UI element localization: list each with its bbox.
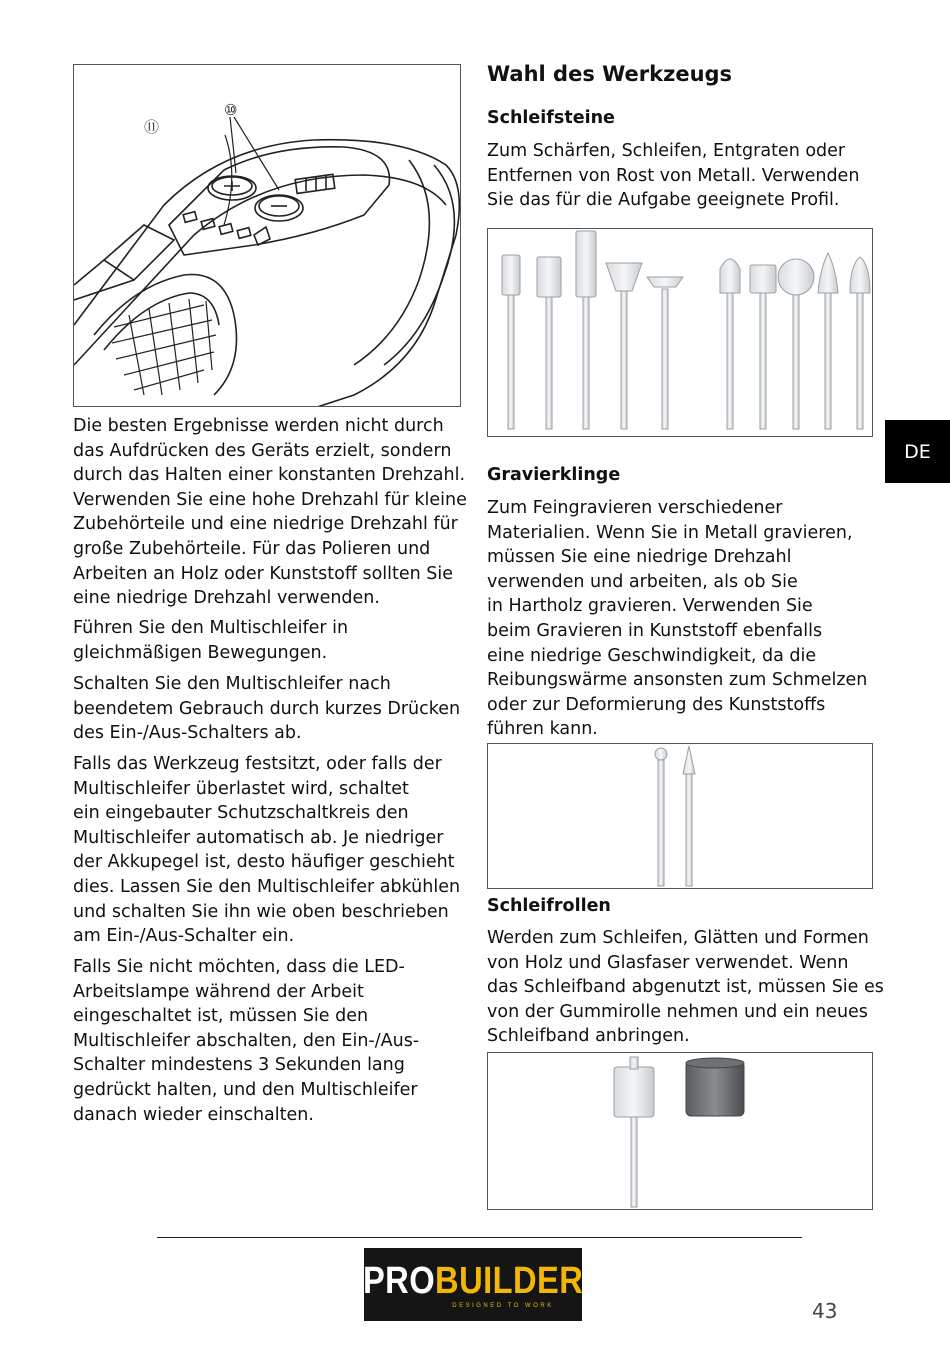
grinding-stones-illustration — [487, 228, 873, 437]
paragraph-switch-off: Schalten Sie den Multischleifer nach beendetem Gebrauch durch kurzes Drücken des Ein-/Aus-Schalters ab. — [73, 674, 461, 744]
logo-wordmark: PROBUILDER — [362, 1259, 584, 1302]
paragraph-speed-advice: Die besten Ergebnisse werden nicht durch das Aufdrücken des Geräts erzielt, sondern durch das Halten einer konstanten Drehzahl. Verwenden Sie eine hohe Drehzahl für kleine Zubehörteile und eine niedrige Drehzahl für große Zubehörteile. Für das Polieren und Arbeiten an Holz oder Kunststoff sollten Sie eine niedrige Drehzahl verwenden. — [73, 416, 467, 609]
probuilder-logo — [364, 1248, 582, 1321]
heading-gravierklinge: Gravierklinge — [487, 465, 621, 485]
section-title: Wahl des Werkzeugs — [487, 62, 733, 86]
paragraph-movement: Führen Sie den Multischleifer in gleichmäßigen Bewegungen. — [73, 618, 349, 663]
callout-11: ⑪ — [144, 118, 160, 136]
logo-tagline: DESIGNED TO WORK — [452, 1302, 554, 1309]
heading-schleifsteine: Schleifsteine — [487, 108, 615, 128]
engraving-bits-illustration — [487, 743, 873, 889]
language-tab: DE — [885, 420, 950, 483]
tool-switch-illustration — [73, 64, 461, 407]
footer-divider — [157, 1237, 802, 1238]
paragraph-schleifrollen: Werden zum Schleifen, Glätten und Formen von Holz und Glasfaser verwendet. Wenn das Schleifband abgenutzt ist, müssen Sie es von der Gummirolle nehmen und ein neues Schleifband anbringen. — [487, 928, 884, 1047]
heading-schleifrollen: Schleifrollen — [487, 896, 611, 916]
callout-10: ⑩ — [224, 101, 238, 119]
paragraph-schleifsteine: Zum Schärfen, Schleifen, Entgraten oder Entfernen von Rost von Metall. Verwenden Sie das für die Aufgabe geeignete Profil. — [487, 141, 860, 211]
paragraph-overload: Falls das Werkzeug festsitzt, oder falls der Multischleifer überlastet wird, schaltet ein eingebauter Schutzschaltkreis den Multischleifer automatisch ab. Je niedriger der Akkupegel ist, desto häufiger geschieht dies. Lassen Sie den Multischleifer abkühlen und schalten Sie ihn wie oben beschrieben am Ein-/Aus-Schalter ein. — [73, 754, 461, 947]
sanding-drum-illustration — [487, 1052, 873, 1210]
page-number: 43 — [812, 1299, 838, 1323]
paragraph-gravierklinge: Zum Feingravieren verschiedener Materialien. Wenn Sie in Metall gravieren, müssen Sie eine niedrige Drehzahl verwenden und arbeiten, als ob Sie in Hartholz gravieren. Verwenden Sie beim Gravieren in Kunststoff ebenfalls eine niedrige Geschwindigkeit, da die Reibungswärme ansonsten zum Schmelzen oder zur Deformierung des Kunststoffs führen kann. — [487, 498, 868, 740]
paragraph-led-lamp: Falls Sie nicht möchten, dass die LED- Arbeitslampe während der Arbeit eingeschaltet ist, müssen Sie den Multischleifer abschalten, den Ein-/Aus- Schalter mindestens 3 Sekunden lang gedrückt halten, und den Multischleifer danach wieder einschalten. — [73, 957, 420, 1125]
